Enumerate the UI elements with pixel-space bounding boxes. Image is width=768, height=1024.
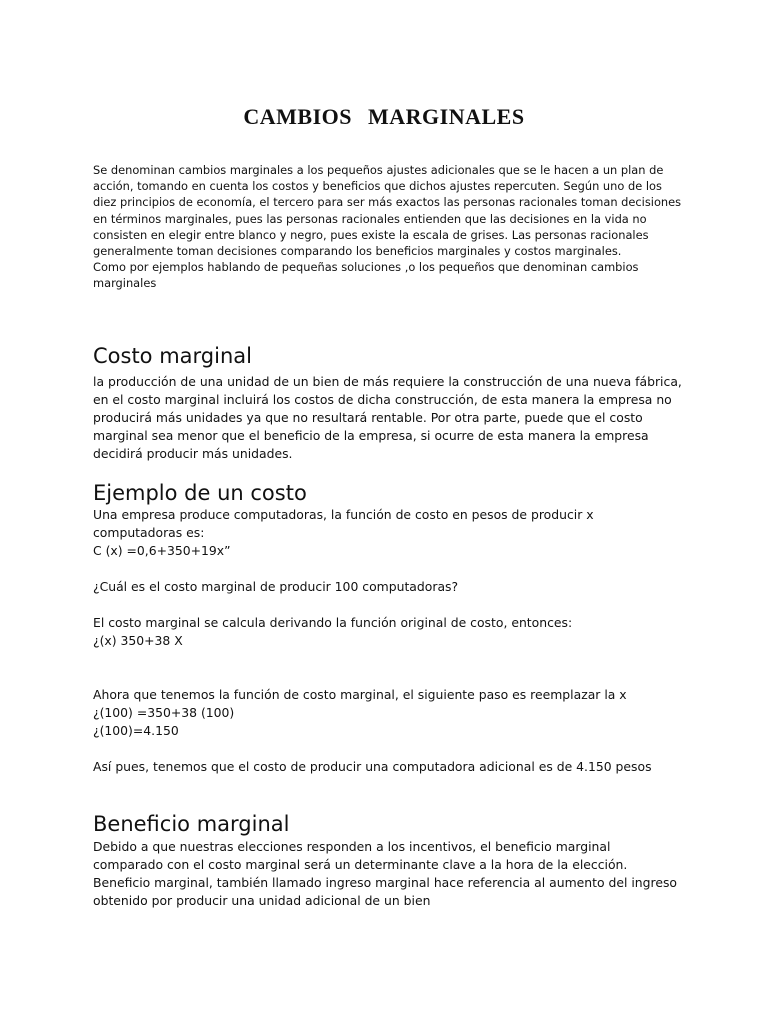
beneficio-section <box>93 838 683 910</box>
ejemplo-derivative: ¿(x) 350+38 X <box>93 633 183 648</box>
heading-costo-marginal: Costo marginal <box>93 344 252 368</box>
ejemplo-conclusion: Así pues, tenemos que el costo de producir una computadora adicional es de 4.150 pesos <box>93 759 652 774</box>
ejemplo-section <box>93 506 683 776</box>
intro-paragraph: Se denominan cambios marginales a los pequeños ajustes adicionales que se le hacen a un plan de acción, tomando en cuenta los costos y beneficios que dichos ajustes repercuten. Según uno de los diez principios de economía, el tercero para ser más exactos las personas racionales toman decisiones en términos marginales, pues las personas racionales entienden que las decisiones en la vida no consisten en elegir entre blanco y negro, pues existe la escala de grises. Las personas racionales generalmente toman decisiones comparando los beneficios marginales y costos marginales. <box>93 163 682 259</box>
ejemplo-question: ¿Cuál es el costo marginal de producir 100 computadoras? <box>93 579 459 594</box>
ejemplo-line-6: Ahora que tenemos la función de costo marginal, el siguiente paso es reemplazar la x <box>93 687 627 702</box>
ejemplo-formula: C (x) =0,6+350+19x” <box>93 543 231 558</box>
ejemplo-substitution: ¿(100) =350+38 (100) <box>93 705 235 720</box>
costo-section <box>93 373 683 463</box>
costo-paragraph: la producción de una unidad de un bien de más requiere la construcción de una nueva fábrica, en el costo marginal incluirá los costos de dicha construcción, de esta manera la empresa no producirá más unidades ya que no resultará rentable. Por otra parte, puede que el costo marginal sea menor que el beneficio de la empresa, si ocurre de esta manera la empresa decidirá producir más unidades. <box>93 374 682 461</box>
heading-beneficio-marginal: Beneficio marginal <box>93 812 290 836</box>
beneficio-line-2: Beneficio marginal, también llamado ingreso marginal hace referencia al aumento del ingreso obtenido por producir una unidad adicional de un bien <box>93 875 678 908</box>
ejemplo-line-1: Una empresa produce computadoras, la función de costo en pesos de producir x computadoras es: <box>93 507 594 540</box>
intro-section <box>93 162 683 292</box>
intro-example: Como por ejemplos hablando de pequeñas soluciones ,o los pequeños que denominan cambios marginales <box>93 260 639 291</box>
heading-ejemplo-costo: Ejemplo de un costo <box>93 481 307 505</box>
ejemplo-line-4: El costo marginal se calcula derivando la función original de costo, entonces: <box>93 615 573 630</box>
document-title: CAMBIOS MARGINALES <box>243 104 525 129</box>
ejemplo-result: ¿(100)=4.150 <box>93 723 179 738</box>
beneficio-line-1: Debido a que nuestras elecciones responden a los incentivos, el beneficio marginal comparado con el costo marginal será un determinante clave a la hora de la elección. <box>93 839 628 872</box>
